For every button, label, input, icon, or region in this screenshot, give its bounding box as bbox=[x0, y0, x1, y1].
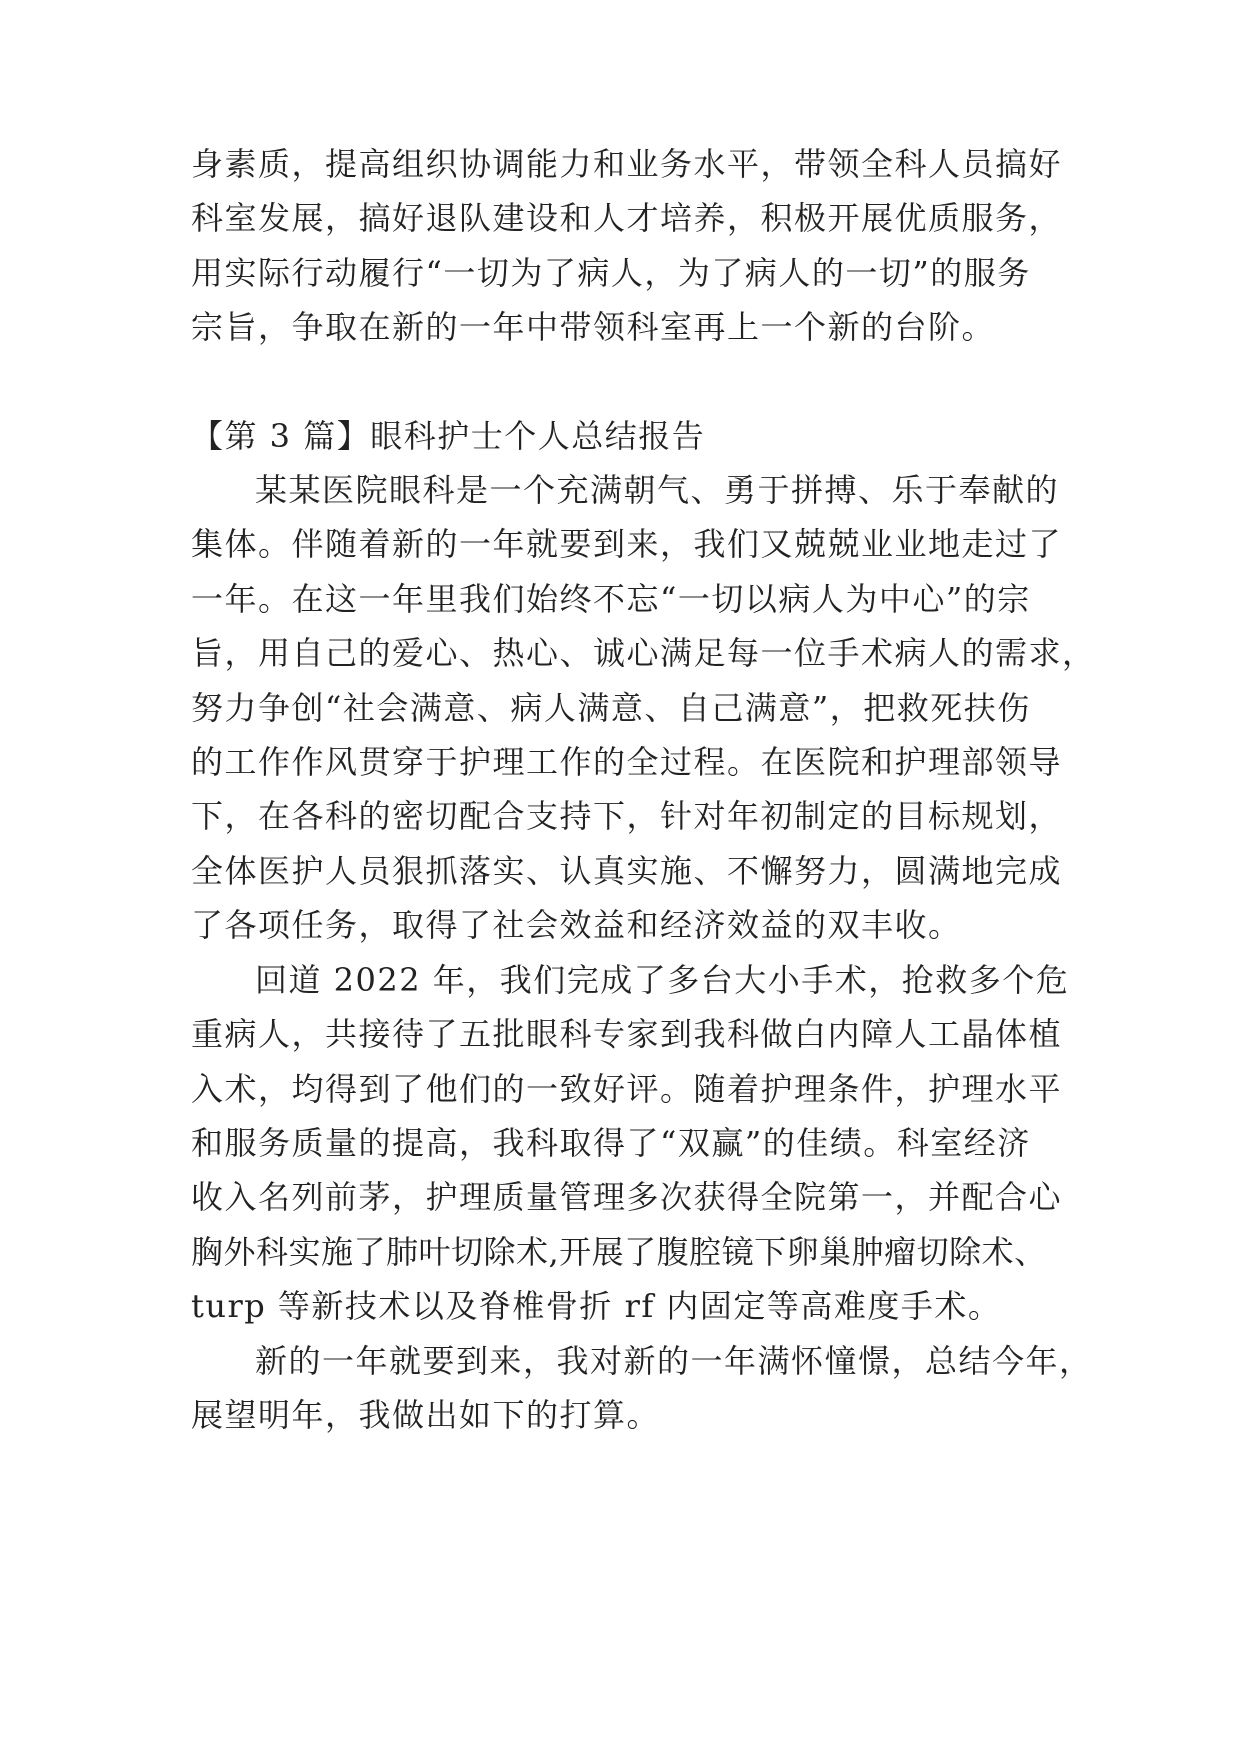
paragraph2-line-7: turp 等新技术以及脊椎骨折 rf 内固定等高难度手术。 bbox=[191, 1287, 1002, 1325]
paragraph1-line-4: 旨，用自己的爱心、热心、诚心满足每一位手术病人的需求， bbox=[191, 634, 1096, 672]
paragraph3-line-2: 展望明年，我做出如下的打算。 bbox=[191, 1396, 661, 1434]
paragraph2-line-6: 胸外科实施了肺叶切除术,开展了腹腔镜下卵巢肿瘤切除术、 bbox=[191, 1233, 1047, 1271]
paragraph1-line-2: 集体。伴随着新的一年就要到来，我们又兢兢业业地走过了 bbox=[191, 525, 1063, 563]
paragraph2-line-3: 入术，均得到了他们的一致好评。随着护理条件，护理水平 bbox=[191, 1070, 1063, 1108]
section-heading: 【第 3 篇】眼科护士个人总结报告 bbox=[191, 417, 706, 455]
paragraph2-line-5: 收入名列前茅，护理质量管理多次获得全院第一，并配合心 bbox=[191, 1178, 1063, 1216]
continuation-line-1: 身素质，提高组织协调能力和业务水平，带领全科人员搞好 bbox=[191, 145, 1063, 183]
paragraph1-line-6: 的工作作风贯穿于护理工作的全过程。在医院和护理部领导 bbox=[191, 743, 1063, 781]
continuation-line-4: 宗旨，争取在新的一年中带领科室再上一个新的台阶。 bbox=[191, 308, 996, 346]
paragraph1-line-1: 某某医院眼科是一个充满朝气、勇于拼搏、乐于奉献的 bbox=[255, 471, 1060, 509]
continuation-line-2: 科室发展，搞好退队建设和人才培养，积极开展优质服务， bbox=[191, 199, 1063, 237]
paragraph2-line-1: 回道 2022 年，我们完成了多台大小手术，抢救多个危 bbox=[255, 961, 1070, 999]
continuation-line-3: 用实际行动履行“一切为了病人，为了病人的一切”的服务 bbox=[191, 254, 1031, 292]
paragraph1-line-7: 下，在各科的密切配合支持下，针对年初制定的目标规划， bbox=[191, 797, 1063, 835]
paragraph1-line-3: 一年。在这一年里我们始终不忘“一切以病人为中心”的宗 bbox=[191, 580, 1031, 618]
paragraph1-line-5: 努力争创“社会满意、病人满意、自己满意”，把救死扶伤 bbox=[191, 689, 1031, 727]
paragraph2-line-2: 重病人，共接待了五批眼科专家到我科做白内障人工晶体植 bbox=[191, 1015, 1063, 1053]
paragraph1-line-9: 了各项任务，取得了社会效益和经济效益的双丰收。 bbox=[191, 906, 962, 944]
paragraph1-line-8: 全体医护人员狠抓落实、认真实施、不懈努力，圆满地完成 bbox=[191, 852, 1063, 890]
paragraph2-line-4: 和服务质量的提高，我科取得了“双赢”的佳绩。科室经济 bbox=[191, 1124, 1031, 1162]
paragraph3-line-1: 新的一年就要到来，我对新的一年满怀憧憬，总结今年， bbox=[255, 1342, 1093, 1380]
